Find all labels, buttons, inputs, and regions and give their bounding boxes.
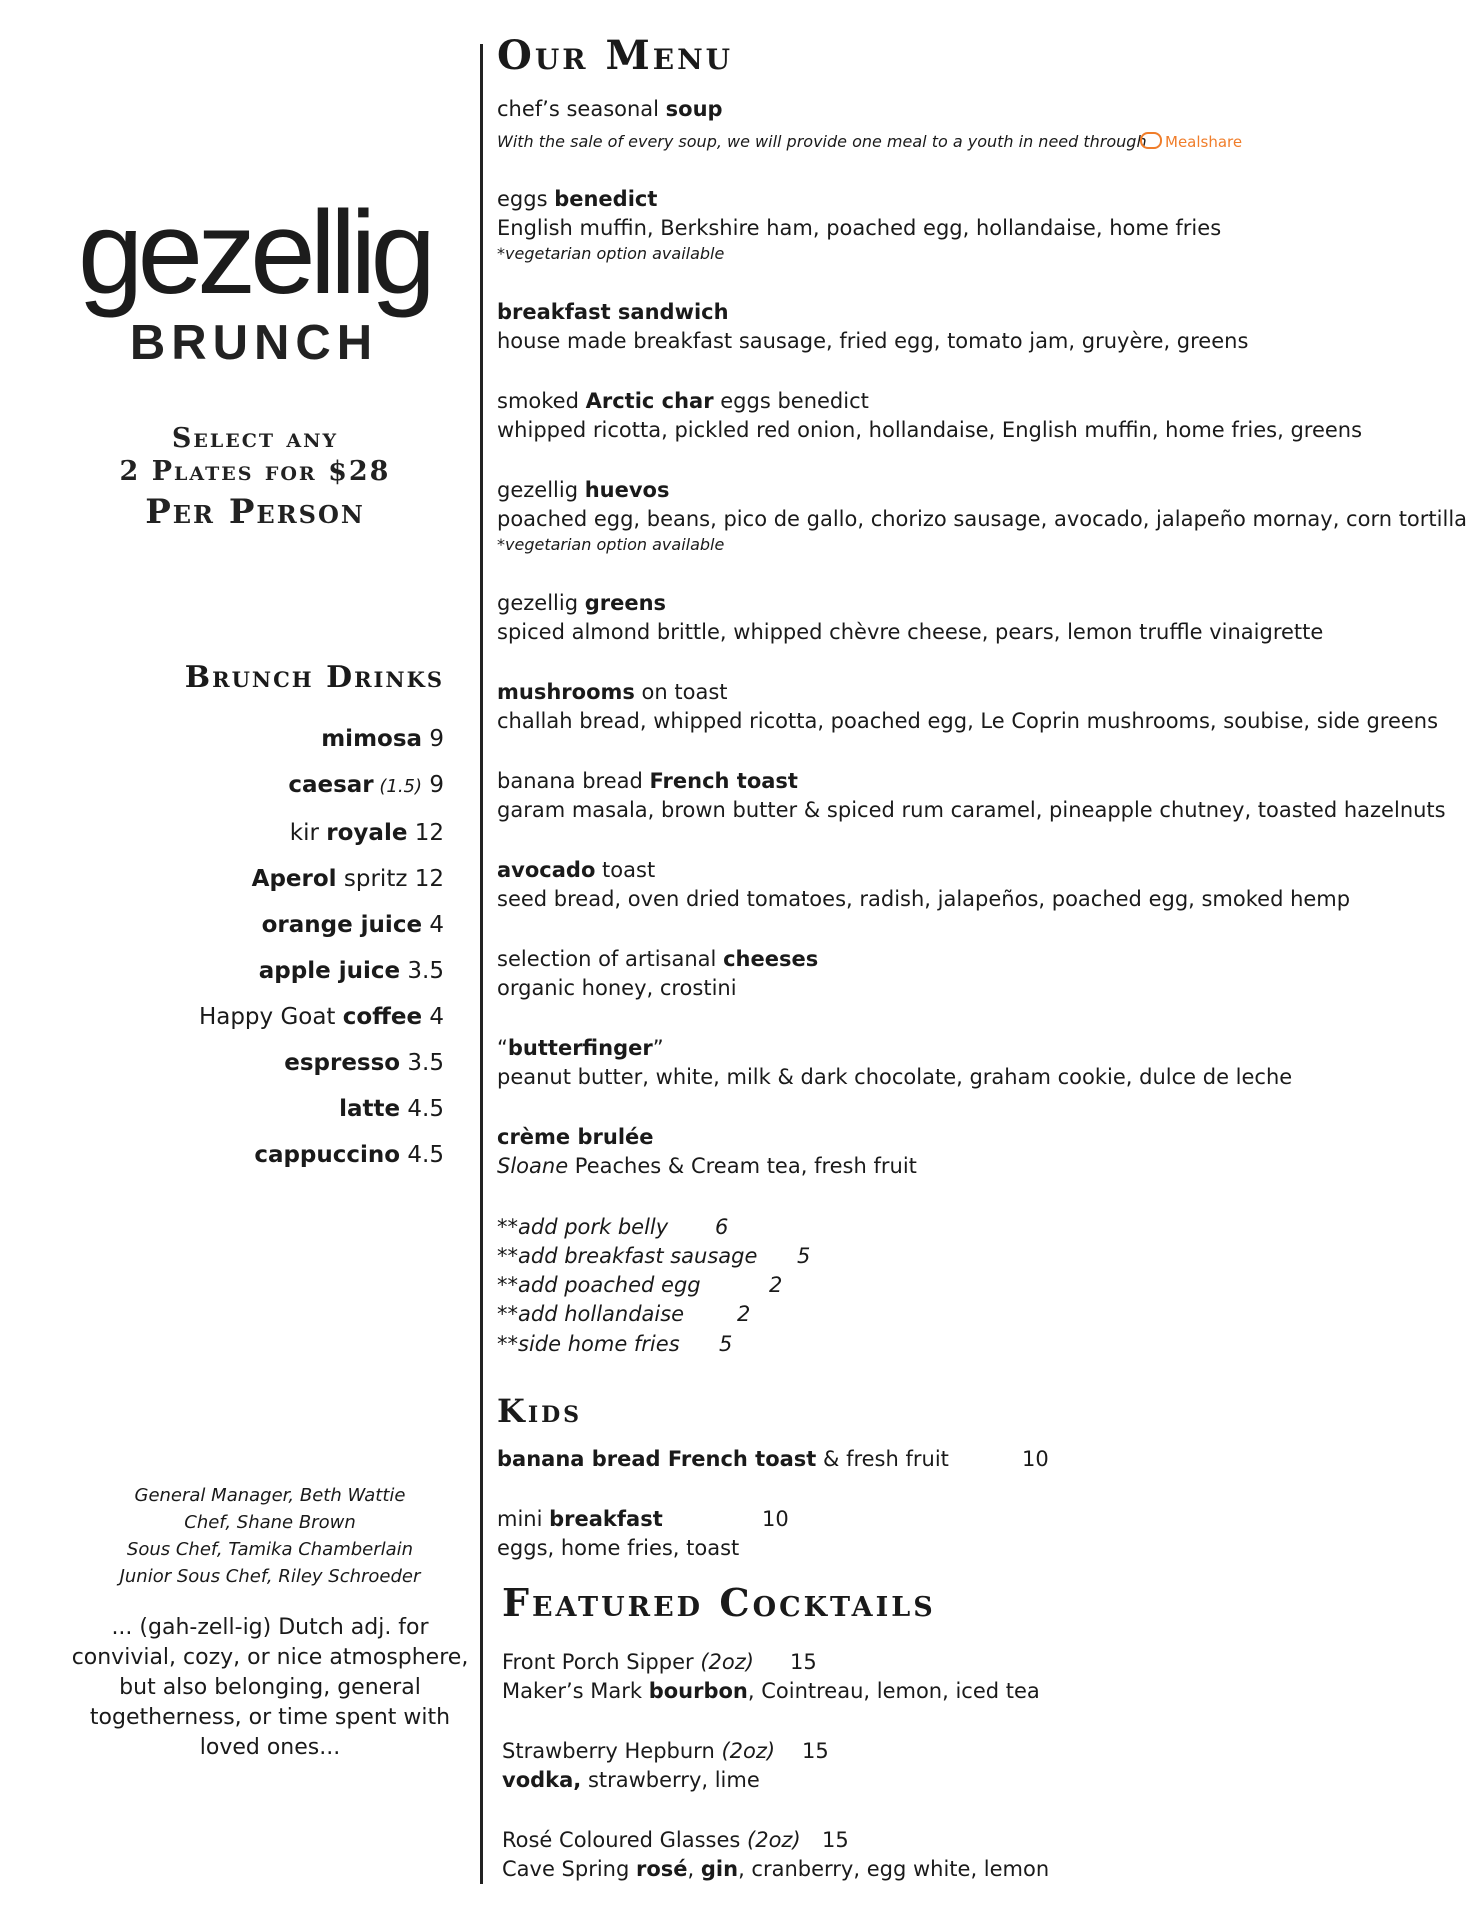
menu-heading: Our Menu [497, 32, 734, 79]
promo-line: 2 Plates for $28 [119, 456, 391, 487]
restaurant-logo: gezellig [77, 187, 431, 319]
cocktail-item: Strawberry Hepburn (2oz) 15 vodka, strawberry, lime [502, 1739, 829, 1792]
column-divider [480, 44, 483, 1884]
menu-item: breakfast sandwich house made breakfast sausage, fried egg, tomato jam, gruyère, greens [497, 300, 1249, 353]
menu-item: gezellig huevos poached egg, beans, pico de gallo, chorizo sausage, avocado, jalapeño mornay, corn tortilla *vegetarian option available [497, 478, 1468, 554]
cocktails-heading: Featured Cocktails [502, 1580, 936, 1625]
menu-item: banana bread French toast garam masala, brown butter & spiced rum caramel, pineapple chutney, toasted hazelnuts [497, 769, 1446, 822]
menu-subtitle: BRUNCH [129, 316, 379, 370]
menu-item: eggs benedict English muffin, Berkshire ham, poached egg, hollandaise, home fries *vegetarian option available [497, 187, 1222, 263]
drink-item: orange juice 4 [261, 912, 444, 938]
drinks-heading: Brunch Drinks [184, 660, 444, 695]
menu-item: gezellig greens spiced almond brittle, whipped chèvre cheese, pears, lemon truffle vinaigrette [497, 591, 1324, 644]
menu-item: avocado toast seed bread, oven dried tomatoes, radish, jalapeños, poached egg, smoked hemp [497, 858, 1351, 911]
menu-item: selection of artisanal cheeses organic honey, crostini [497, 947, 819, 1000]
addon-item: **add pork belly 6 [497, 1215, 729, 1239]
menu-item: mushrooms on toast challah bread, whipped ricotta, poached egg, Le Coprin mushrooms, soubise, side greens [497, 680, 1439, 733]
drink-item: caesar (1.5) 9 [288, 772, 444, 798]
staff-line: Sous Chef, Tamika Chamberlain [126, 1539, 414, 1560]
promo-line: Per Person [145, 492, 365, 532]
addon-item: **side home fries 5 [497, 1332, 733, 1356]
drink-item: kir royale 12 [289, 820, 444, 846]
drink-item: apple juice 3.5 [258, 958, 444, 984]
drink-item: mimosa 9 [321, 726, 444, 752]
staff-line: General Manager, Beth Wattie [134, 1485, 406, 1506]
soup-note: With the sale of every soup, we will provide one meal to a youth in need through [497, 132, 1147, 151]
mealshare-logo: Mealshare [1140, 132, 1242, 151]
cocktail-item: Front Porch Sipper (2oz) 15 Maker’s Mark bourbon, Cointreau, lemon, iced tea [502, 1650, 1040, 1703]
menu-item: smoked Arctic char eggs benedict whipped ricotta, pickled red onion, hollandaise, English muffin, home fries, greens [497, 389, 1363, 442]
promo-block [60, 422, 450, 534]
drink-item: cappuccino 4.5 [254, 1142, 444, 1168]
kids-item: banana bread French toast & fresh fruit 10 [497, 1447, 1049, 1471]
addon-item: **add hollandaise 2 [497, 1302, 751, 1326]
drink-item: Aperol spritz 12 [251, 866, 444, 892]
mealshare-icon [1140, 132, 1162, 149]
drink-item: espresso 3.5 [284, 1050, 444, 1076]
drinks-list [199, 716, 444, 1178]
kids-item: mini breakfast 10 eggs, home fries, toast [497, 1507, 789, 1560]
drink-item: Happy Goat coffee 4 [198, 1004, 444, 1030]
promo-line: Select any [171, 423, 339, 454]
menu-item: “butterfinger” peanut butter, white, milk & dark chocolate, graham cookie, dulce de leche [497, 1036, 1293, 1089]
menu-item: crème brulée Sloane Peaches & Cream tea, fresh fruit [497, 1125, 917, 1178]
staff-line: Junior Sous Chef, Riley Schroeder [119, 1566, 421, 1587]
addon-item: **add poached egg 2 [497, 1273, 783, 1297]
staff-line: Chef, Shane Brown [184, 1512, 356, 1533]
cocktail-item: Rosé Coloured Glasses (2oz) 15 Cave Spring rosé, gin, cranberry, egg white, lemon [502, 1828, 1050, 1881]
staff-credits [90, 1482, 450, 1590]
addon-item: **add breakfast sausage 5 [497, 1244, 811, 1268]
menu-item-soup: chef’s seasonal soup [497, 97, 723, 121]
kids-heading: Kids [497, 1392, 583, 1430]
gezellig-definition: ... (gah-zell-ig) Dutch adj. for convivial, cozy, or nice atmosphere, but also belonging, general togetherness, or time spent with loved ones... [71, 1615, 469, 1760]
drink-item: latte 4.5 [339, 1096, 444, 1122]
